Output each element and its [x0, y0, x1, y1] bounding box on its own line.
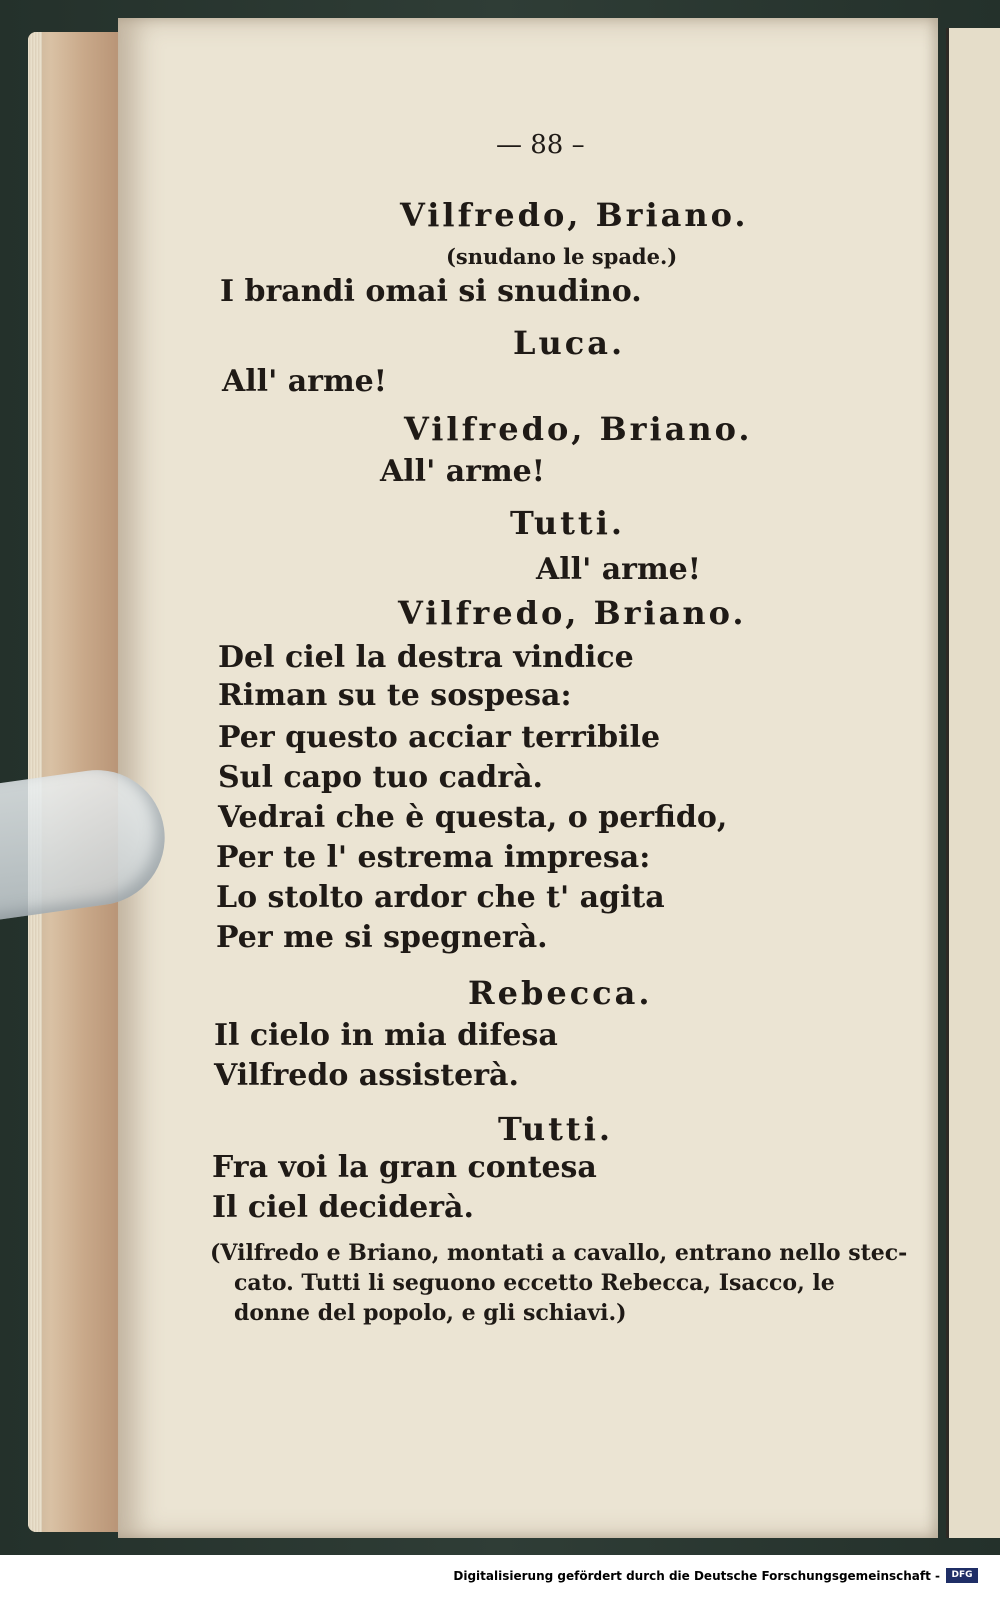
verse-line: Il cielo in mia difesa: [214, 1018, 558, 1053]
verse-line: Fra voi la gran contesa: [212, 1150, 597, 1185]
verse-line: Vilfredo assisterà.: [214, 1058, 519, 1093]
verse-line: All' arme!: [222, 364, 387, 399]
speaker-tutti: Tutti.: [510, 504, 625, 542]
verse-line: Riman su te sospesa:: [218, 678, 572, 713]
verse-line: Vedrai che è questa, o perfido,: [218, 800, 728, 835]
verse-line: Sul capo tuo cadrà.: [218, 760, 543, 795]
stage-direction: donne del popolo, e gli schiavi.): [234, 1300, 627, 1326]
stage-direction: cato. Tutti li seguono eccetto Rebecca, Isacco, le: [234, 1270, 835, 1296]
adjacent-page: [946, 28, 1000, 1538]
verse-line: Per me si spegnerà.: [216, 920, 548, 955]
verse-line: All' arme!: [536, 552, 701, 587]
stage-direction: (Vilfredo e Briano, montati a cavallo, entrano nello stec-: [210, 1240, 908, 1266]
verse-line: Per questo acciar terribile: [218, 720, 661, 755]
speaker-vilfredo-briano: Vilfredo, Briano.: [400, 196, 749, 234]
funding-credit: Digitalisierung gefördert durch die Deutsche Forschungsgemeinschaft -: [453, 1569, 940, 1583]
verse-line: Lo stolto ardor che t' agita: [216, 880, 665, 915]
speaker-rebecca: Rebecca.: [468, 974, 653, 1012]
verse-line: All' arme!: [380, 454, 545, 489]
verse-line: Il ciel deciderà.: [212, 1190, 474, 1225]
speaker-luca: Luca.: [513, 324, 626, 362]
verse-line: Del ciel la destra vindice: [218, 640, 634, 675]
speaker-vilfredo-briano: Vilfredo, Briano.: [398, 594, 747, 632]
verse-line: Per te l' estrema impresa:: [216, 840, 651, 875]
speaker-tutti: Tutti.: [498, 1110, 613, 1148]
stage-direction: (snudano le spade.): [446, 244, 678, 269]
verse-line: I brandi omai si snudino.: [220, 274, 642, 309]
footer-bar: [0, 1555, 1000, 1597]
speaker-vilfredo-briano: Vilfredo, Briano.: [404, 410, 753, 448]
dfg-logo-icon: DFG: [946, 1568, 978, 1583]
book-page: [118, 18, 938, 1538]
page-number: — 88 –: [496, 130, 585, 160]
